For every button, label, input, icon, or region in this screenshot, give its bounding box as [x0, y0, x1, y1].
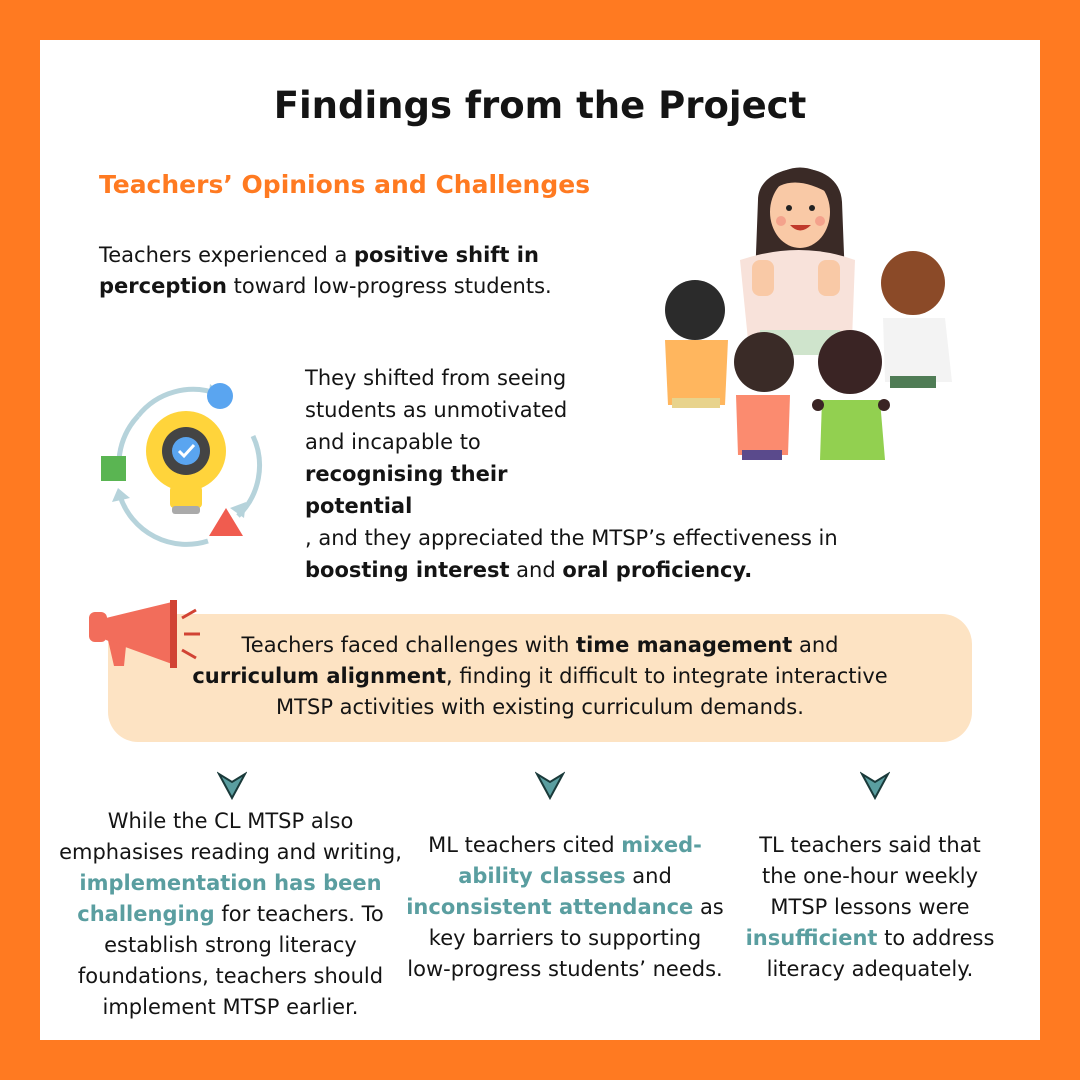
highlight: time management: [576, 633, 793, 657]
text: and: [792, 633, 839, 657]
text: toward low-progress students.: [226, 274, 552, 298]
text: for teachers. To establish strong literacy foundations, teachers should implement MTSP earlier.: [77, 902, 384, 1019]
highlight: oral proficiency.: [562, 558, 753, 582]
text: as key barriers to supporting low-progress students’ needs.: [407, 895, 724, 981]
highlight: boosting interest: [305, 558, 510, 582]
highlight: mixed-ability classes: [458, 833, 702, 888]
text: and: [625, 864, 672, 888]
highlight: insufficient: [745, 926, 878, 950]
text: Teachers experienced a: [99, 243, 355, 267]
lightbulb-gear-icon: [98, 376, 273, 551]
chevron-down-icon: [860, 770, 890, 800]
text: , and they appreciated the MTSP’s effectiveness in: [305, 526, 838, 550]
finding-tl: [745, 830, 995, 985]
finding-cl: [58, 806, 403, 1023]
text: They shifted from seeing students as unmotivated and incapable to: [305, 366, 568, 454]
text: to address literacy adequately.: [766, 926, 995, 981]
paragraph-perception: [99, 240, 589, 302]
callout-text: [180, 630, 900, 723]
text: While the CL MTSP also emphasises reading and writing,: [59, 809, 402, 864]
highlight: implementation has been challenging: [77, 871, 382, 926]
chevron-down-icon: [535, 770, 565, 800]
highlight: curriculum alignment: [192, 664, 447, 688]
page-title: Findings from the Project: [273, 84, 807, 127]
chevron-down-icon: [217, 770, 247, 800]
text: TL teachers said that the one-hour weekly MTSP lessons were: [759, 833, 981, 919]
highlight: positive shift in perception: [99, 243, 539, 298]
text: Teachers faced challenges with: [241, 633, 577, 657]
text: and: [509, 558, 563, 582]
text: ML teachers cited: [428, 833, 622, 857]
highlight: recognising their potential: [305, 462, 508, 518]
paragraph-shift: [305, 362, 838, 586]
section-subtitle: Teachers’ Opinions and Challenges: [99, 170, 591, 199]
text: , finding it difficult to integrate interactive MTSP activities with existing curriculum demands.: [276, 664, 888, 719]
finding-ml: [405, 830, 725, 985]
highlight: inconsistent attendance: [406, 895, 694, 919]
